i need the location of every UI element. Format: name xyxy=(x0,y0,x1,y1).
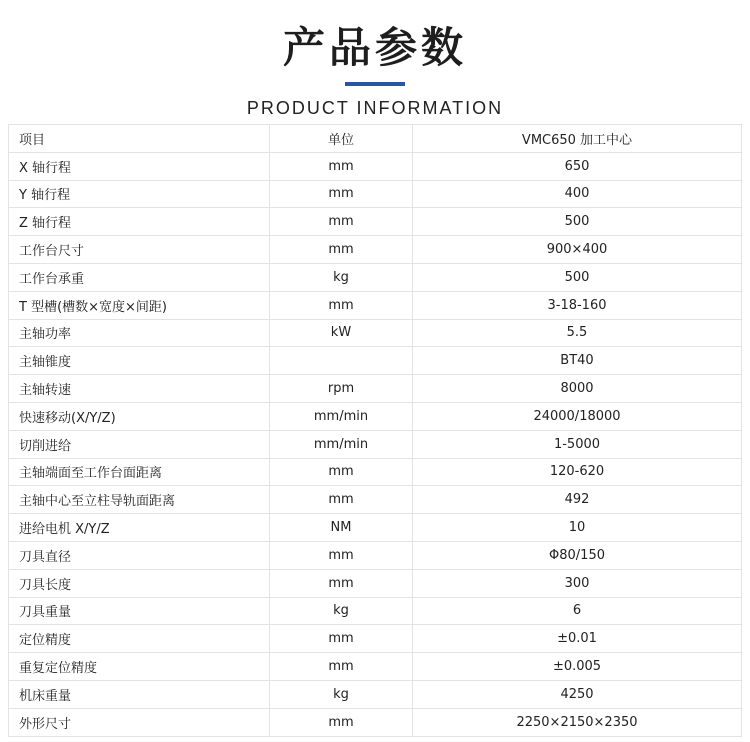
row-item-cell: T 型槽(槽数×宽度×间距) xyxy=(9,291,270,319)
row-unit-cell: mm xyxy=(270,236,413,264)
table-row xyxy=(9,375,742,403)
row-unit-cell: mm xyxy=(270,653,413,681)
row-item-cell: 主轴转速 xyxy=(9,375,270,403)
table-row xyxy=(9,569,742,597)
row-unit-cell: mm xyxy=(270,458,413,486)
table-row xyxy=(9,597,742,625)
row-value-cell: 8000 xyxy=(413,375,742,403)
row-value-cell: 3-18-160 xyxy=(413,291,742,319)
table-row xyxy=(9,208,742,236)
row-item-cell: 快速移动(X/Y/Z) xyxy=(9,402,270,430)
row-unit-cell: rpm xyxy=(270,375,413,403)
row-value-cell: 1-5000 xyxy=(413,430,742,458)
row-item-cell: Z 轴行程 xyxy=(9,208,270,236)
row-value-cell: 5.5 xyxy=(413,319,742,347)
row-item-cell: 刀具长度 xyxy=(9,569,270,597)
row-value-cell: ±0.005 xyxy=(413,653,742,681)
table-row xyxy=(9,402,742,430)
table-row xyxy=(9,152,742,180)
row-item-cell: 工作台尺寸 xyxy=(9,236,270,264)
row-value-cell: ±0.01 xyxy=(413,625,742,653)
row-unit-cell: mm/min xyxy=(270,402,413,430)
row-value-cell: 500 xyxy=(413,208,742,236)
table-row xyxy=(9,319,742,347)
row-item-cell: 主轴端面至工作台面距离 xyxy=(9,458,270,486)
row-value-cell: 300 xyxy=(413,569,742,597)
row-item-cell: 机床重量 xyxy=(9,680,270,708)
row-value-cell: 6 xyxy=(413,597,742,625)
row-item-cell: 工作台承重 xyxy=(9,263,270,291)
row-item-cell: 刀具重量 xyxy=(9,597,270,625)
row-unit-cell: mm xyxy=(270,569,413,597)
row-value-cell: 10 xyxy=(413,514,742,542)
row-unit-cell: mm xyxy=(270,541,413,569)
table-row xyxy=(9,486,742,514)
page-title: 产品参数 xyxy=(282,23,467,72)
row-unit-cell: mm xyxy=(270,291,413,319)
row-value-cell: 492 xyxy=(413,486,742,514)
row-unit-cell: mm/min xyxy=(270,430,413,458)
row-unit-cell xyxy=(270,347,413,375)
row-value-cell: 2250×2150×2350 xyxy=(413,708,742,736)
row-item-cell: Y 轴行程 xyxy=(9,180,270,208)
row-unit-cell: mm xyxy=(270,486,413,514)
column-header-item: 项目 xyxy=(9,125,270,153)
row-value-cell: Φ80/150 xyxy=(413,541,742,569)
spec-table xyxy=(8,124,742,737)
table-row xyxy=(9,430,742,458)
row-unit-cell: mm xyxy=(270,152,413,180)
table-row xyxy=(9,653,742,681)
row-item-cell: 定位精度 xyxy=(9,625,270,653)
title-underline xyxy=(345,82,405,86)
row-value-cell: 500 xyxy=(413,263,742,291)
row-value-cell: 900×400 xyxy=(413,236,742,264)
row-value-cell: 650 xyxy=(413,152,742,180)
row-unit-cell: kg xyxy=(270,597,413,625)
row-value-cell: 24000/18000 xyxy=(413,402,742,430)
row-unit-cell: kg xyxy=(270,263,413,291)
table-row xyxy=(9,263,742,291)
table-row xyxy=(9,541,742,569)
column-header-unit: 单位 xyxy=(270,125,413,153)
row-item-cell: 主轴锥度 xyxy=(9,347,270,375)
table-header-row xyxy=(9,125,742,153)
row-unit-cell: mm xyxy=(270,208,413,236)
row-item-cell: 刀具直径 xyxy=(9,541,270,569)
row-value-cell: 120-620 xyxy=(413,458,742,486)
row-unit-cell: mm xyxy=(270,708,413,736)
row-item-cell: 主轴中心至立柱导轨面距离 xyxy=(9,486,270,514)
row-item-cell: 进给电机 X/Y/Z xyxy=(9,514,270,542)
row-value-cell: BT40 xyxy=(413,347,742,375)
table-row xyxy=(9,514,742,542)
row-value-cell: 4250 xyxy=(413,680,742,708)
spec-table-body xyxy=(9,125,742,737)
row-item-cell: 重复定位精度 xyxy=(9,653,270,681)
row-unit-cell: kg xyxy=(270,680,413,708)
row-item-cell: 主轴功率 xyxy=(9,319,270,347)
table-row xyxy=(9,291,742,319)
row-unit-cell: mm xyxy=(270,625,413,653)
row-unit-cell: NM xyxy=(270,514,413,542)
row-unit-cell: mm xyxy=(270,180,413,208)
row-unit-cell: kW xyxy=(270,319,413,347)
column-header-value: VMC650 加工中心 xyxy=(413,125,742,153)
row-item-cell: 切削进给 xyxy=(9,430,270,458)
table-row xyxy=(9,625,742,653)
table-row xyxy=(9,180,742,208)
table-row xyxy=(9,236,742,264)
row-item-cell: X 轴行程 xyxy=(9,152,270,180)
table-row xyxy=(9,458,742,486)
table-row xyxy=(9,347,742,375)
table-row xyxy=(9,708,742,736)
row-item-cell: 外形尺寸 xyxy=(9,708,270,736)
table-row xyxy=(9,680,742,708)
row-value-cell: 400 xyxy=(413,180,742,208)
page-subtitle: PRODUCT INFORMATION xyxy=(246,98,504,118)
